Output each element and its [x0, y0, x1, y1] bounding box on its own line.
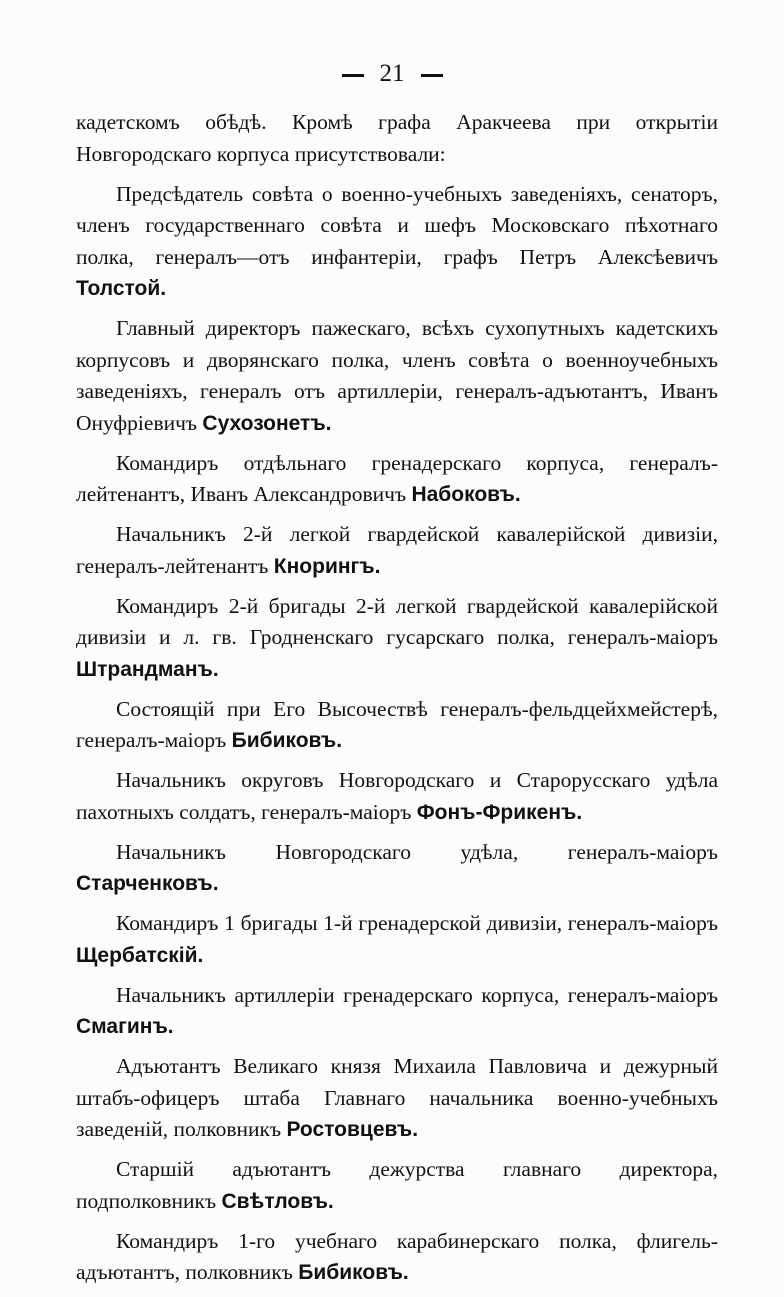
page-number — [0, 60, 784, 88]
person-name: Набоковъ. — [411, 483, 521, 506]
person-name: Кнорингъ. — [273, 554, 381, 578]
paragraph: Командиръ отдѣльнаго гренадерскаго корпуса, генералъ-лейтенантъ, Иванъ Александровичъ Набоковъ. — [76, 450, 718, 506]
paragraph: Командиръ 1 бригады 1-й гренадерской дивизіи, генералъ-маіоръ Щербатскій. — [76, 911, 718, 967]
paragraph: Начальникъ 2-й легкой гвардейской кавалерійской дивизіи, генералъ-лейтенантъ Кнорингъ. — [76, 522, 718, 578]
person-name: Бибиковъ. — [231, 729, 343, 752]
person-name: Смагинъ. — [76, 1015, 174, 1038]
person-name: Щербатскій. — [76, 943, 204, 967]
person-name: Старченковъ. — [76, 872, 219, 895]
paragraph: Состоящій при Его Высочествѣ генералъ-фельдцейхмейстерѣ, генералъ-маіоръ Бибиковъ. — [76, 696, 718, 752]
paragraph: Предсѣдатель совѣта о военно-учебныхъ заведеніяхъ, сенаторъ, членъ государственнаго совѣта и шефъ Московскаго пѣхотнаго полка, генералъ—отъ инфантеріи, графъ Петръ Алексѣевичъ Толстой. — [76, 181, 718, 300]
dash-right — [421, 74, 443, 77]
person-name: Штрандманъ. — [76, 657, 219, 681]
paragraph: Командиръ 2-й бригады 2-й легкой гвардейской кавалерійской дивизіи и л. гв. Гродненскаго гусарскаго полка, генералъ-маіоръ Штрандманъ. — [76, 593, 718, 681]
paragraph: Начальникъ округовъ Новгородскаго и Старорусскаго удѣла пахотныхъ солдатъ, генералъ-маіоръ Фонъ-Фрикенъ. — [76, 768, 718, 824]
person-name: Свѣтловъ. — [221, 1189, 334, 1213]
paragraph: кадетскомъ обѣдѣ. Кромѣ графа Аракчеева при открытіи Новгородскаго корпуса присутствовали: — [76, 110, 718, 166]
person-name: Бибиковъ. — [298, 1261, 409, 1284]
paragraph: Командиръ 1-го учебнаго карабинерскаго полка, флигель-адъютантъ, полковникъ Бибиковъ. — [76, 1228, 718, 1284]
person-name: Сухозонетъ. — [202, 411, 332, 435]
person-name: Толстой. — [76, 277, 167, 300]
dash-left — [342, 74, 364, 77]
paragraph: Адъютантъ Великаго князя Михаила Павловича и дежурный штабъ-офицеръ штаба Главнаго начальника военно-учебныхъ заведеній, полковникъ Ростовцевъ. — [76, 1054, 718, 1141]
person-name: Ростовцевъ. — [286, 1118, 419, 1141]
page-number-text: 21 — [379, 60, 405, 87]
paragraph: Старшій адъютантъ дежурства главнаго директора, подполковникъ Свѣтловъ. — [76, 1157, 718, 1213]
paragraph: Начальникъ артиллеріи гренадерскаго корпуса, генералъ-маіоръ Смагинъ. — [76, 982, 718, 1038]
body-text — [76, 107, 718, 1297]
paragraph: Начальникъ Новгородскаго удѣла, генералъ-маіоръ Старченковъ. — [76, 839, 718, 895]
person-name: Фонъ-Фрикенъ. — [416, 800, 583, 824]
paragraph: Главный директоръ пажескаго, всѣхъ сухопутныхъ кадетскихъ корпусовъ и дворянскаго полка, членъ совѣта о военноучебныхъ заведеніяхъ, генералъ отъ артиллеріи, генералъ-адъютантъ, Иванъ Онуфріевичъ Сухозонетъ. — [76, 316, 718, 435]
